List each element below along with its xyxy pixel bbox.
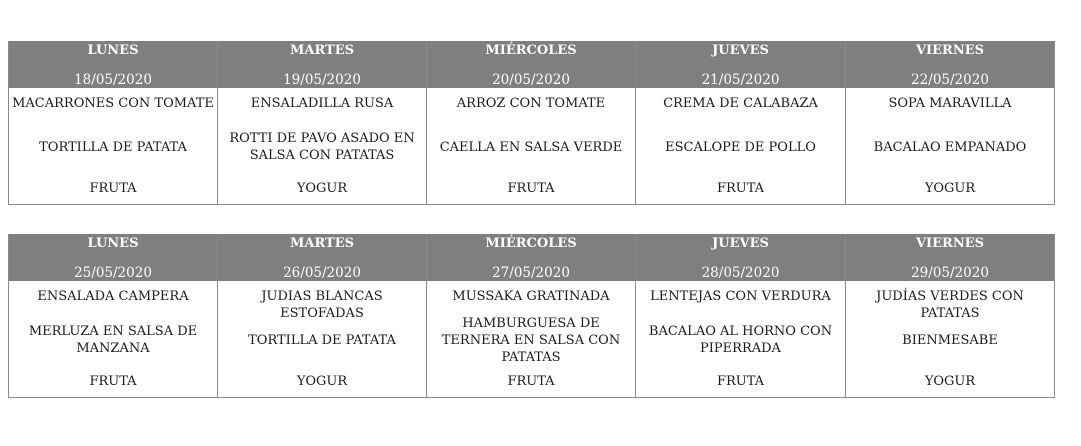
day-date: 25/05/2020 (74, 265, 152, 281)
second-course-text: TORTILLA DE PATATA (248, 332, 396, 348)
day-name: JUEVES (712, 43, 769, 58)
day-name: VIERNES (915, 43, 985, 58)
dessert: FRUTA (716, 374, 765, 389)
second-course (848, 323, 1052, 357)
second-course-text: BACALAO AL HORNO CON PIPERRADA (648, 324, 833, 356)
day-name: MARTES (289, 43, 355, 58)
day-column (8, 234, 218, 398)
first-course: ENSALADILLA RUSA (250, 96, 394, 111)
first-course: MUSSAKA GRATINADA (452, 289, 610, 304)
first-course: LENTEJAS CON VERDURA (650, 289, 831, 304)
menu-week-table (8, 234, 1055, 398)
dessert: YOGUR (296, 181, 348, 196)
day-menu (427, 281, 635, 398)
first-course: CREMA DE CALABAZA (663, 96, 818, 111)
day-menu (846, 281, 1054, 398)
second-course (429, 315, 633, 365)
day-date: 18/05/2020 (74, 72, 152, 88)
second-course-text: CAELLA EN SALSA VERDE (439, 139, 623, 155)
second-course-text: MERLUZA EN SALSA DE MANZANA (28, 324, 198, 356)
day-name: JUEVES (712, 236, 769, 251)
day-column (846, 41, 1055, 205)
second-course-text: ESCALOPE DE POLLO (665, 139, 816, 155)
day-header (846, 41, 1054, 88)
dessert: FRUTA (89, 374, 137, 389)
dessert: FRUTA (716, 181, 765, 196)
menu-week-table (8, 41, 1055, 205)
dessert: YOGUR (924, 374, 976, 389)
day-header (427, 234, 635, 281)
day-name: MIÉRCOLES (485, 236, 577, 251)
day-date: 28/05/2020 (701, 265, 780, 281)
day-menu (846, 88, 1054, 205)
day-name: MARTES (289, 236, 355, 251)
dessert: FRUTA (507, 374, 555, 389)
day-name: LUNES (87, 236, 139, 251)
day-header (846, 234, 1054, 281)
first-course: SOPA MARAVILLA (888, 96, 1012, 111)
day-column (846, 234, 1055, 398)
day-date: 21/05/2020 (701, 72, 780, 88)
day-name: VIERNES (915, 236, 985, 251)
day-date: 22/05/2020 (911, 72, 989, 88)
second-course-text: HAMBURGUESA DE TERNERA EN SALSA CON PATATAS (441, 315, 621, 365)
day-date: 29/05/2020 (911, 265, 989, 281)
day-column (218, 41, 427, 205)
second-course (848, 130, 1052, 164)
first-course: JUDÍAS VERDES CON PATATAS (876, 289, 1024, 321)
day-menu (218, 281, 426, 398)
day-header (218, 41, 426, 88)
day-date: 20/05/2020 (492, 72, 570, 88)
day-menu (218, 88, 426, 205)
day-menu (9, 281, 217, 398)
day-header (9, 41, 217, 88)
second-course (220, 130, 424, 164)
second-course-text: TORTILLA DE PATATA (39, 139, 187, 155)
day-menu (9, 88, 217, 205)
first-course: ENSALADA CAMPERA (37, 289, 189, 304)
day-menu (427, 88, 635, 205)
second-course-text: ROTTI DE PAVO ASADO EN SALSA CON PATATAS (229, 131, 415, 163)
day-header (218, 234, 426, 281)
dessert: FRUTA (89, 181, 137, 196)
second-course-text: BIENMESABE (902, 332, 998, 348)
day-date: 27/05/2020 (492, 265, 570, 281)
day-column (636, 234, 846, 398)
day-column (427, 234, 636, 398)
first-course: JUDIAS BLANCAS ESTOFADAS (261, 289, 383, 321)
day-column (218, 234, 427, 398)
day-header (427, 41, 635, 88)
dessert: YOGUR (296, 374, 348, 389)
day-name: MIÉRCOLES (485, 43, 577, 58)
second-course (638, 323, 843, 357)
day-date: 26/05/2020 (283, 265, 361, 281)
second-course (11, 130, 215, 164)
day-column (427, 41, 636, 205)
day-header (636, 41, 845, 88)
second-course (429, 130, 633, 164)
day-name: LUNES (87, 43, 139, 58)
second-course (220, 323, 424, 357)
dessert: YOGUR (924, 181, 976, 196)
day-menu (636, 281, 845, 398)
day-column (8, 41, 218, 205)
day-date: 19/05/2020 (283, 72, 361, 88)
day-header (636, 234, 845, 281)
day-header (9, 234, 217, 281)
day-column (636, 41, 846, 205)
first-course: ARROZ CON TOMATE (456, 96, 606, 111)
second-course (638, 130, 843, 164)
first-course: MACARRONES CON TOMATE (12, 96, 214, 111)
dessert: FRUTA (507, 181, 555, 196)
second-course-text: BACALAO EMPANADO (873, 139, 1027, 155)
second-course (11, 323, 215, 357)
day-menu (636, 88, 845, 205)
